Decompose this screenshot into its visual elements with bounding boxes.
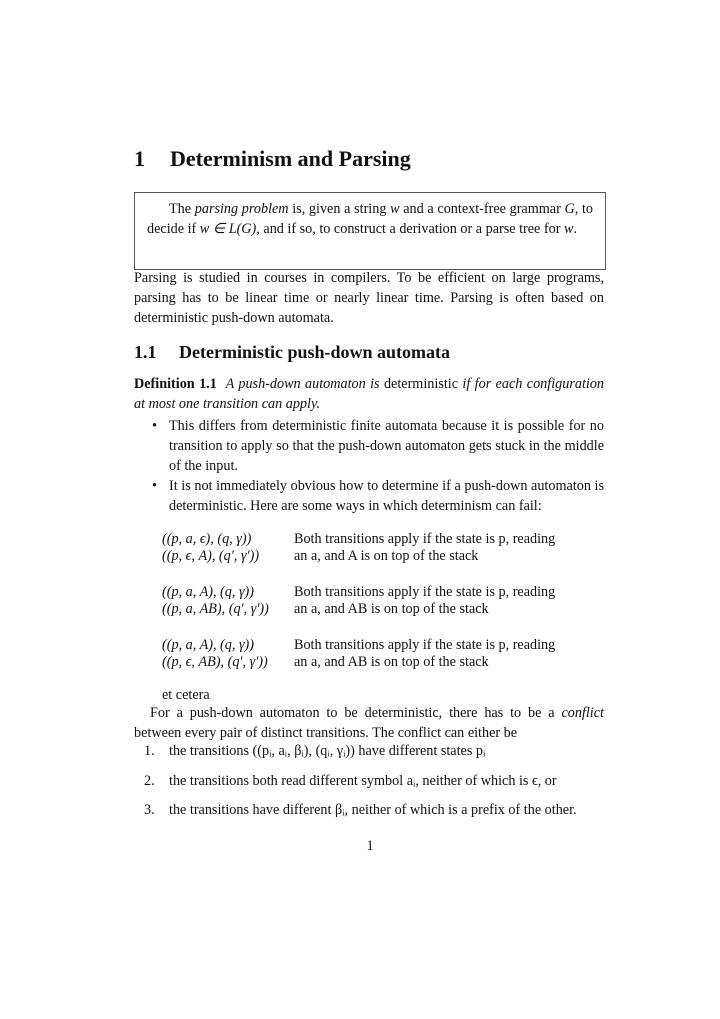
box-text: , and if so, to construct a derivation or a parse tree for [256, 221, 564, 237]
bullet-icon: • [152, 418, 157, 434]
box-text: . [573, 221, 577, 237]
page-number: 1 [366, 838, 374, 854]
bullet-item [134, 476, 604, 516]
box-math: w [563, 221, 574, 237]
transition-math: ((p, a, AB), (q′, γ′)) [162, 601, 269, 617]
intro-paragraph: Parsing is studied in courses in compilers. To be efficient on large programs, parsing has to be linear time or nearly linear time. Parsing is often based on deterministic push-down automata. [134, 270, 604, 326]
transition-explanation: an a, and AB is on top of the stack [294, 601, 489, 617]
box-text: The [169, 201, 195, 217]
enum-label: 2. [144, 773, 155, 789]
definition-text: if for each configuration at most one transition can apply. [134, 376, 605, 412]
section-title: Determinism and Parsing [170, 146, 411, 171]
box-math: w ∈ L(G) [199, 221, 257, 237]
paragraph-text: between every pair of distinct transitions. The conflict can either be [134, 725, 518, 741]
definition-text: A push-down automaton is [225, 376, 380, 392]
subsection-title: Deterministic push-down automata [179, 342, 451, 362]
enum-item [134, 741, 604, 761]
paragraph-emphasis: conflict [561, 705, 604, 721]
enum-label: 3. [144, 802, 155, 818]
paragraph-text: For a push-down automaton to be deterministic, there has to be a [150, 705, 562, 721]
transition-math: ((p, ϵ, AB), (q′, γ′)) [162, 654, 268, 670]
bullet-text: It is not immediately obvious how to determine if a push-down automaton is deterministic. Here are some ways in which determinism can fail: [169, 478, 604, 514]
box-math: w [390, 201, 400, 217]
box-text: is, given a string [288, 201, 391, 217]
et-cetera: et cetera [162, 687, 210, 703]
enum-text: the transitions have different βᵢ, neither of which is a prefix of the other. [169, 802, 577, 818]
enum-text: the transitions ((pᵢ, aᵢ, βᵢ), (qᵢ, γᵢ)) have different states pᵢ [169, 743, 486, 759]
box-text: and a context-free grammar [399, 201, 565, 217]
transition-math: ((p, a, ϵ), (q, γ)) [162, 531, 252, 547]
box-text: , to decide if [147, 201, 593, 237]
section-heading [134, 146, 411, 172]
box-math: G [564, 201, 575, 217]
enum-item [134, 771, 604, 791]
transition-math: ((p, a, A), (q, γ)) [162, 584, 255, 600]
transition-explanation: an a, and AB is on top of the stack [294, 654, 489, 670]
definition-label: Definition 1.1 [134, 376, 217, 392]
bullet-icon: • [152, 478, 157, 494]
definition-term: deterministic [383, 376, 459, 392]
parsing-problem-box [134, 192, 606, 270]
enum-label: 1. [144, 743, 155, 759]
definition [134, 374, 604, 414]
section-number: 1 [134, 146, 145, 171]
subsection-number: 1.1 [134, 342, 157, 362]
transition-math: ((p, ϵ, A), (q′, γ′)) [162, 548, 260, 564]
transition-math: ((p, a, A), (q, γ)) [162, 637, 255, 653]
transition-explanation: an a, and A is on top of the stack [294, 548, 479, 564]
conflict-paragraph [134, 703, 604, 743]
bullet-item [134, 416, 604, 476]
transition-explanation: Both transitions apply if the state is p, reading [294, 584, 556, 600]
enum-item [134, 800, 604, 820]
subsection-heading [134, 342, 450, 363]
enum-text: the transitions both read different symbol aᵢ, neither of which is ϵ, or [169, 773, 557, 789]
transition-explanation: Both transitions apply if the state is p, reading [294, 531, 556, 547]
transition-explanation: Both transitions apply if the state is p, reading [294, 637, 556, 653]
bullet-text: This differs from deterministic finite automata because it is possible for no transition to apply so that the push-down automaton gets stuck in the middle of the input. [169, 418, 604, 474]
box-emphasis: parsing problem [194, 201, 289, 217]
